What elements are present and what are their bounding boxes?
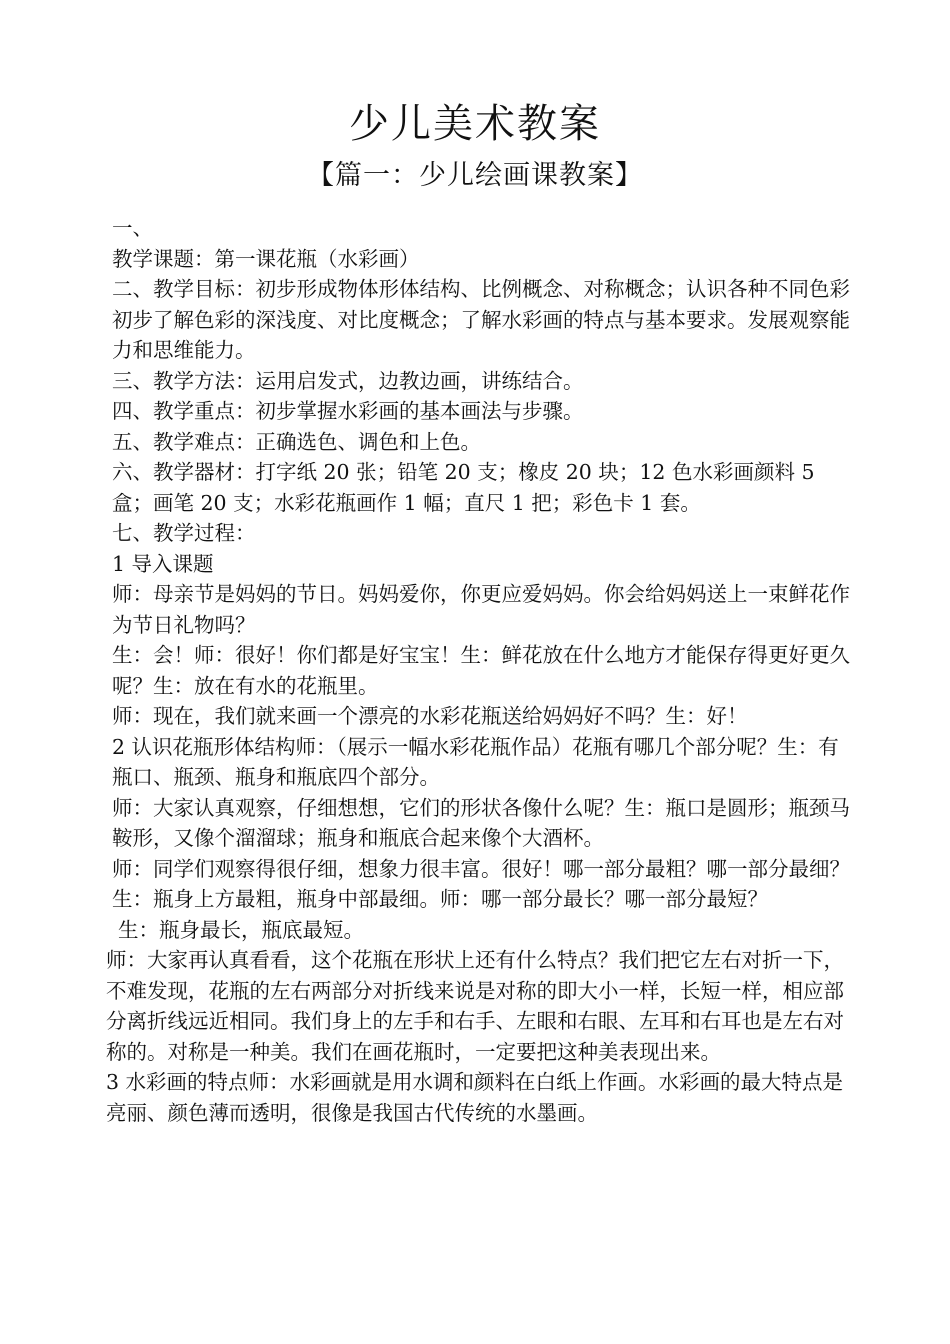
paragraph: 教学课题：第一课花瓶（水彩画） xyxy=(112,246,420,271)
paragraph: 师：大家认真观察，仔细想想，它们的形状各像什么呢？生：瓶口是圆形；瓶颈马鞍形，又像个溜溜球；瓶身和瓶底合起来像个大酒杯。 xyxy=(112,795,850,850)
paragraph: 二、教学目标：初步形成物体形体结构、比例概念、对称概念；认识各种不同色彩初步了解色彩的深浅度、对比度概念；了解水彩画的特点与基本要求。发展观察能力和思维能力。 xyxy=(112,277,850,362)
paragraph: 1 导入课题 xyxy=(112,551,214,576)
paragraph: 三、教学方法：运用启发式，边教边画，讲练结合。 xyxy=(112,368,584,393)
document-subtitle: 【篇一：少儿绘画课教案】 xyxy=(307,160,643,191)
document-title: 少儿美术教案 xyxy=(349,101,601,147)
paragraph: 师：母亲节是妈妈的节日。妈妈爱你，你更应爱妈妈。你会给妈妈送上一束鲜花作为节日礼物吗？ xyxy=(112,582,850,637)
paragraph: 五、教学难点：正确选色、调色和上色。 xyxy=(112,429,481,454)
paragraph: 生：瓶身最长，瓶底最短。 xyxy=(118,917,364,942)
paragraph: 七、教学过程： xyxy=(112,521,256,545)
document-body xyxy=(106,213,856,1128)
paragraph: 四、教学重点：初步掌握水彩画的基本画法与步骤。 xyxy=(112,399,584,423)
paragraph: 师：同学们观察得很仔细，想象力很丰富。很好！哪一部分最粗？哪一部分最细？ xyxy=(112,856,850,881)
paragraph: 师：大家再认真看看，这个花瓶在形状上还有什么特点？我们把它左右对折一下，不难发现，花瓶的左右两部分对折线来说是对称的即大小一样，长短一样，相应部分离折线远近相同。我们身上的左手和右手、左眼和右眼、左耳和右耳也是左右对称的。对称是一种美。我们在画花瓶时，一定要把这种美表现出来。 xyxy=(106,948,844,1064)
paragraph: 一、 xyxy=(112,216,153,240)
paragraph: 六、教学器材：打字纸 20 张；铅笔 20 支；橡皮 20 块；12 色水彩画颜料 5 盒；画笔 20 支；水彩花瓶画作 1 幅；直尺 1 把；彩色卡 1 套。 xyxy=(112,460,815,515)
paragraph: 2 认识花瓶形体结构师：（展示一幅水彩花瓶作品）花瓶有哪几个部分呢？生：有瓶口、瓶颈、瓶身和瓶底四个部分。 xyxy=(112,734,839,789)
paragraph: 生：瓶身上方最粗，瓶身中部最细。师：哪一部分最长？哪一部分最短？ xyxy=(112,887,768,911)
paragraph: 生：会！师：很好！你们都是好宝宝！生：鲜花放在什么地方才能保存得更好更久呢？生：放在有水的花瓶里。 xyxy=(112,643,850,698)
paragraph: 3 水彩画的特点师：水彩画就是用水调和颜料在白纸上作画。水彩画的最大特点是亮丽、颜色薄而透明，很像是我国古代传统的水墨画。 xyxy=(106,1070,844,1125)
paragraph: 师：现在，我们就来画一个漂亮的水彩花瓶送给妈妈好不吗？生：好！ xyxy=(112,704,748,728)
